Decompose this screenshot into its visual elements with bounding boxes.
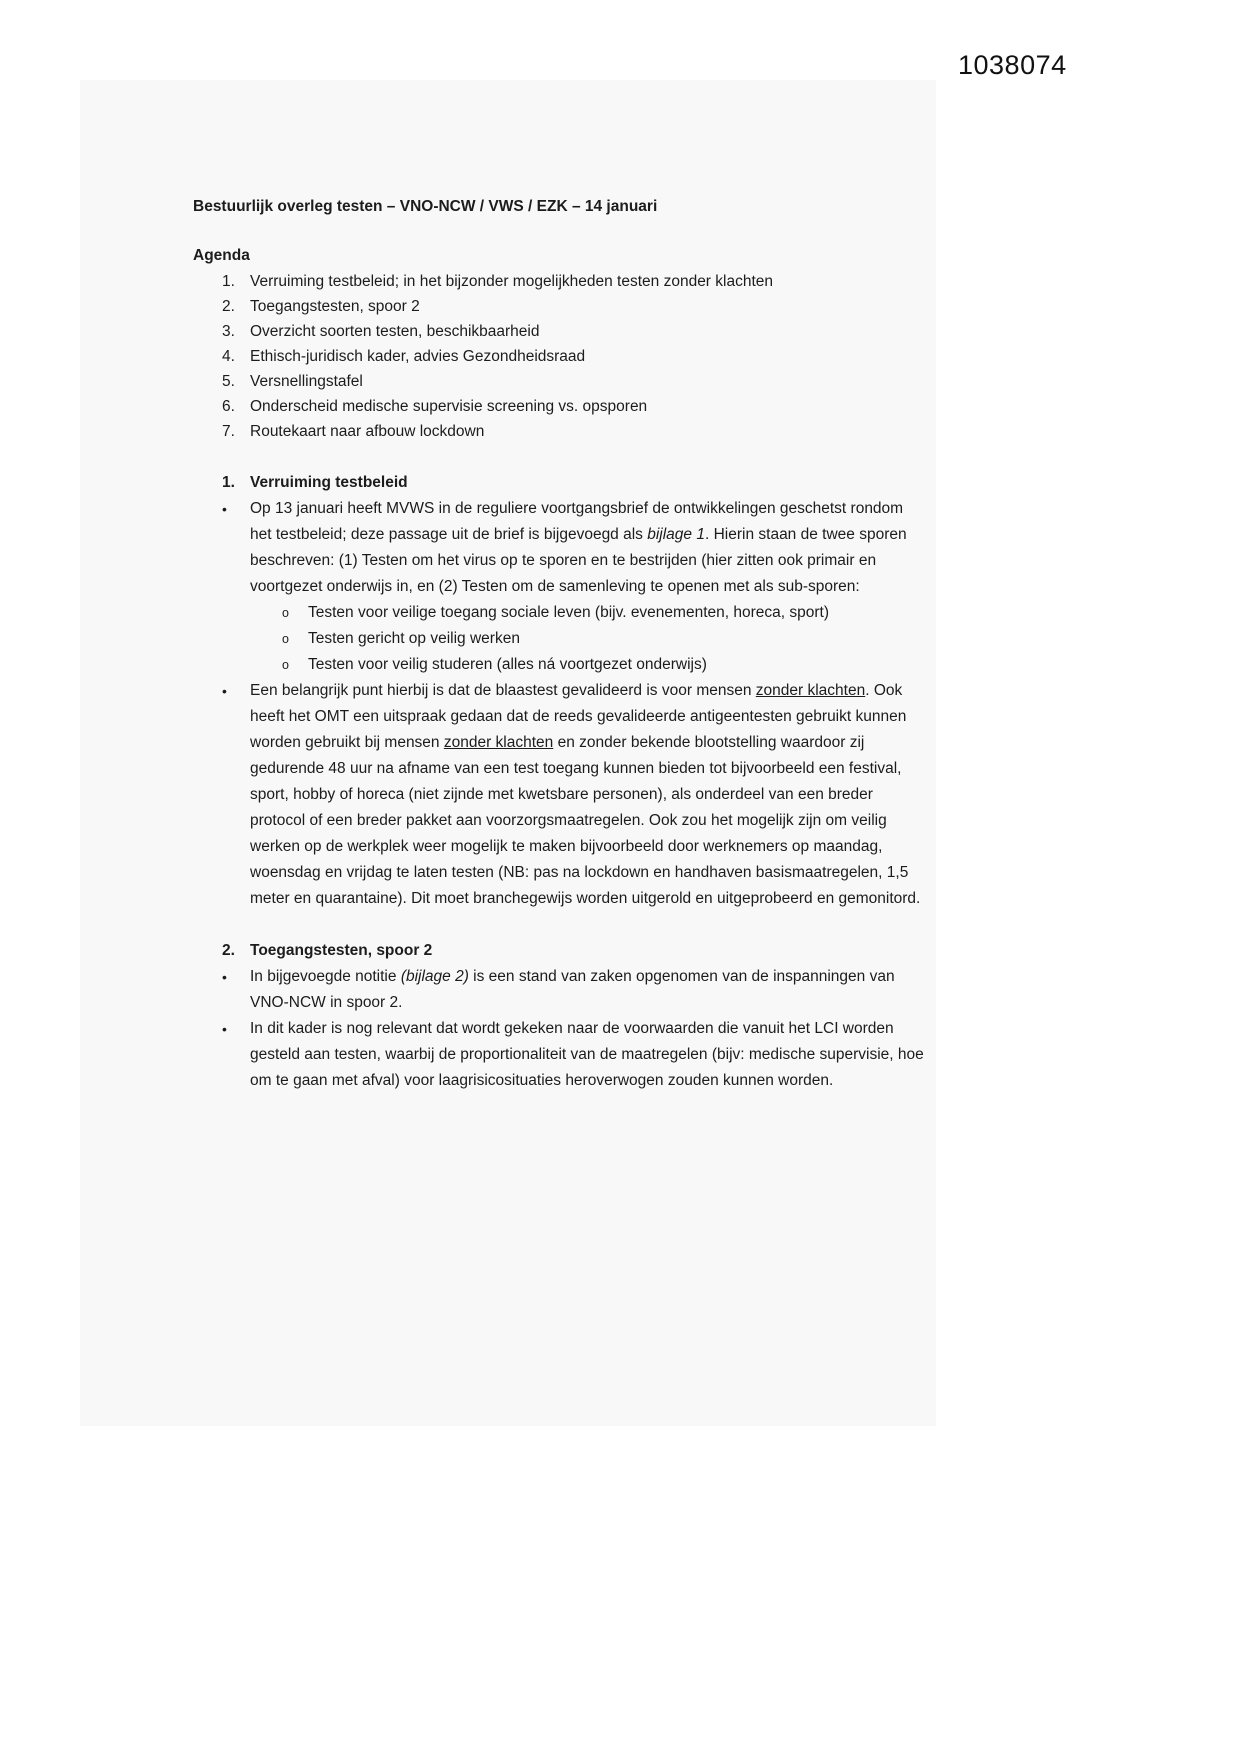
sub-bullet-item [193, 626, 925, 652]
agenda-item-number: 7. [222, 423, 235, 440]
agenda-item [193, 419, 925, 444]
text-run: Op 13 januari heeft MVWS in de reguliere voortgangsbrief de ontwikkelingen geschetst rondom het testbeleid; deze passage uit de brief is bijgevoegd als [250, 500, 904, 543]
underlined-text: zonder klachten [443, 734, 554, 751]
section [193, 470, 925, 912]
agenda-item-number: 2. [222, 298, 235, 315]
bullet-item [193, 964, 925, 1016]
agenda-item-label: Overzicht soorten testen, beschikbaarheid [250, 323, 540, 340]
text-run: Testen voor veilig studeren (alles ná voortgezet onderwijs) [308, 656, 707, 673]
underlined-text: zonder klachten [755, 682, 866, 699]
document-number: 1038074 [958, 50, 1067, 80]
agenda-heading: Agenda [193, 247, 250, 264]
bullet-text [250, 678, 925, 912]
agenda-item-number: 6. [222, 398, 235, 415]
section-heading: Verruiming testbeleid [250, 474, 408, 491]
agenda-item-label: Toegangstesten, spoor 2 [250, 298, 420, 315]
sub-bullet-icon: o [282, 632, 289, 646]
agenda-item-label: Verruiming testbeleid; in het bijzonder mogelijkheden testen zonder klachten [250, 273, 774, 290]
bullet-text [250, 496, 925, 600]
bullet-icon: • [222, 1021, 227, 1037]
bullet-icon: • [222, 501, 227, 517]
section [193, 938, 925, 1094]
agenda-item [193, 344, 925, 369]
bullet-text [250, 964, 925, 1016]
agenda-item [193, 369, 925, 394]
agenda-item-number: 5. [222, 373, 235, 390]
bullet-item [193, 678, 925, 912]
sub-bullet-text [308, 626, 925, 652]
sub-bullet-text [308, 600, 925, 626]
text-run: Testen voor veilige toegang sociale leven (bijv. evenementen, horeca, sport) [308, 604, 829, 621]
sub-bullet-icon: o [282, 658, 289, 672]
italic-text: bijlage 1 [647, 526, 705, 543]
bullet-item [193, 1016, 925, 1094]
text-run: In bijgevoegde notitie [250, 968, 401, 985]
text-run: is een stand van zaken opgenomen van de inspanningen van VNO-NCW in spoor 2. [250, 968, 895, 1011]
sub-bullet-item [193, 600, 925, 626]
section-number: 1. [222, 474, 235, 491]
agenda-item [193, 319, 925, 344]
text-run: In dit kader is nog relevant dat wordt gekeken naar de voorwaarden die vanuit het LCI worden gesteld aan testen, waarbij de proportionaliteit van de maatregelen (bijv: medische supervisie, hoe om te gaan met afval) voor laagrisicosituaties heroverwogen zouden kunnen worden. [250, 1020, 924, 1089]
agenda-list [193, 269, 925, 444]
section-heading-row [193, 938, 925, 964]
text-run: en zonder bekende blootstelling waardoor zij gedurende 48 uur na afname van een test toegang kunnen bieden tot bijvoorbeeld een festival, sport, hobby of horeca (niet zijnde met kwetsbare personen), als onderdeel van een breder protocol of een breder pakket aan voorzorgsmaatregelen. Ook zou het mogelijk zijn om veilig werken op de werkplek weer mogelijk te maken bijvoorbeeld door werknemers op maandag, woensdag en vrijdag te laten testen (NB: pas na lockdown en handhaven basismaatregelen, 1,5 meter en quarantaine). Dit moet branchegewijs worden uitgerold en uitgeprobeerd en gemonitord. [250, 734, 921, 907]
document-title: Bestuurlijk overleg testen – VNO-NCW / VWS / EZK – 14 januari [193, 198, 658, 215]
agenda-item [193, 394, 925, 419]
bullet-icon: • [222, 683, 227, 699]
agenda-item-label: Versnellingstafel [250, 373, 363, 390]
section-number: 2. [222, 942, 235, 959]
text-run: . Ook heeft het OMT een uitspraak gedaan dat de reeds gevalideerde antigeentesten gebruikt kunnen worden gebruikt bij mensen [250, 682, 907, 751]
bullet-icon: • [222, 969, 227, 985]
sub-bullet-icon: o [282, 606, 289, 620]
agenda-item-label: Ethisch-juridisch kader, advies Gezondheidsraad [250, 348, 586, 365]
agenda-item-label: Routekaart naar afbouw lockdown [250, 423, 485, 440]
sections [193, 470, 925, 1094]
agenda-item-number: 1. [222, 273, 235, 290]
bullet-text [250, 1016, 925, 1094]
sub-bullet-text [308, 652, 925, 678]
italic-text: (bijlage 2) [400, 968, 469, 985]
text-run: Testen gericht op veilig werken [308, 630, 520, 647]
text-run: Een belangrijk punt hierbij is dat de blaastest gevalideerd is voor mensen [250, 682, 756, 699]
agenda-item [193, 294, 925, 319]
agenda-item-label: Onderscheid medische supervisie screening vs. opsporen [250, 398, 648, 415]
document-body [193, 194, 925, 1094]
section-heading: Toegangstesten, spoor 2 [250, 942, 433, 959]
agenda-item-number: 4. [222, 348, 235, 365]
section-heading-row [193, 470, 925, 496]
agenda-item [193, 269, 925, 294]
text-run: . Hierin staan de twee sporen beschreven: (1) Testen om het virus op te sporen en te bestrijden (hier zitten ook primair en voortgezet onderwijs in, en (2) Testen om de samenleving te openen met als sub-sporen: [250, 526, 907, 595]
sub-bullet-item [193, 652, 925, 678]
bullet-item [193, 496, 925, 600]
agenda-item-number: 3. [222, 323, 235, 340]
